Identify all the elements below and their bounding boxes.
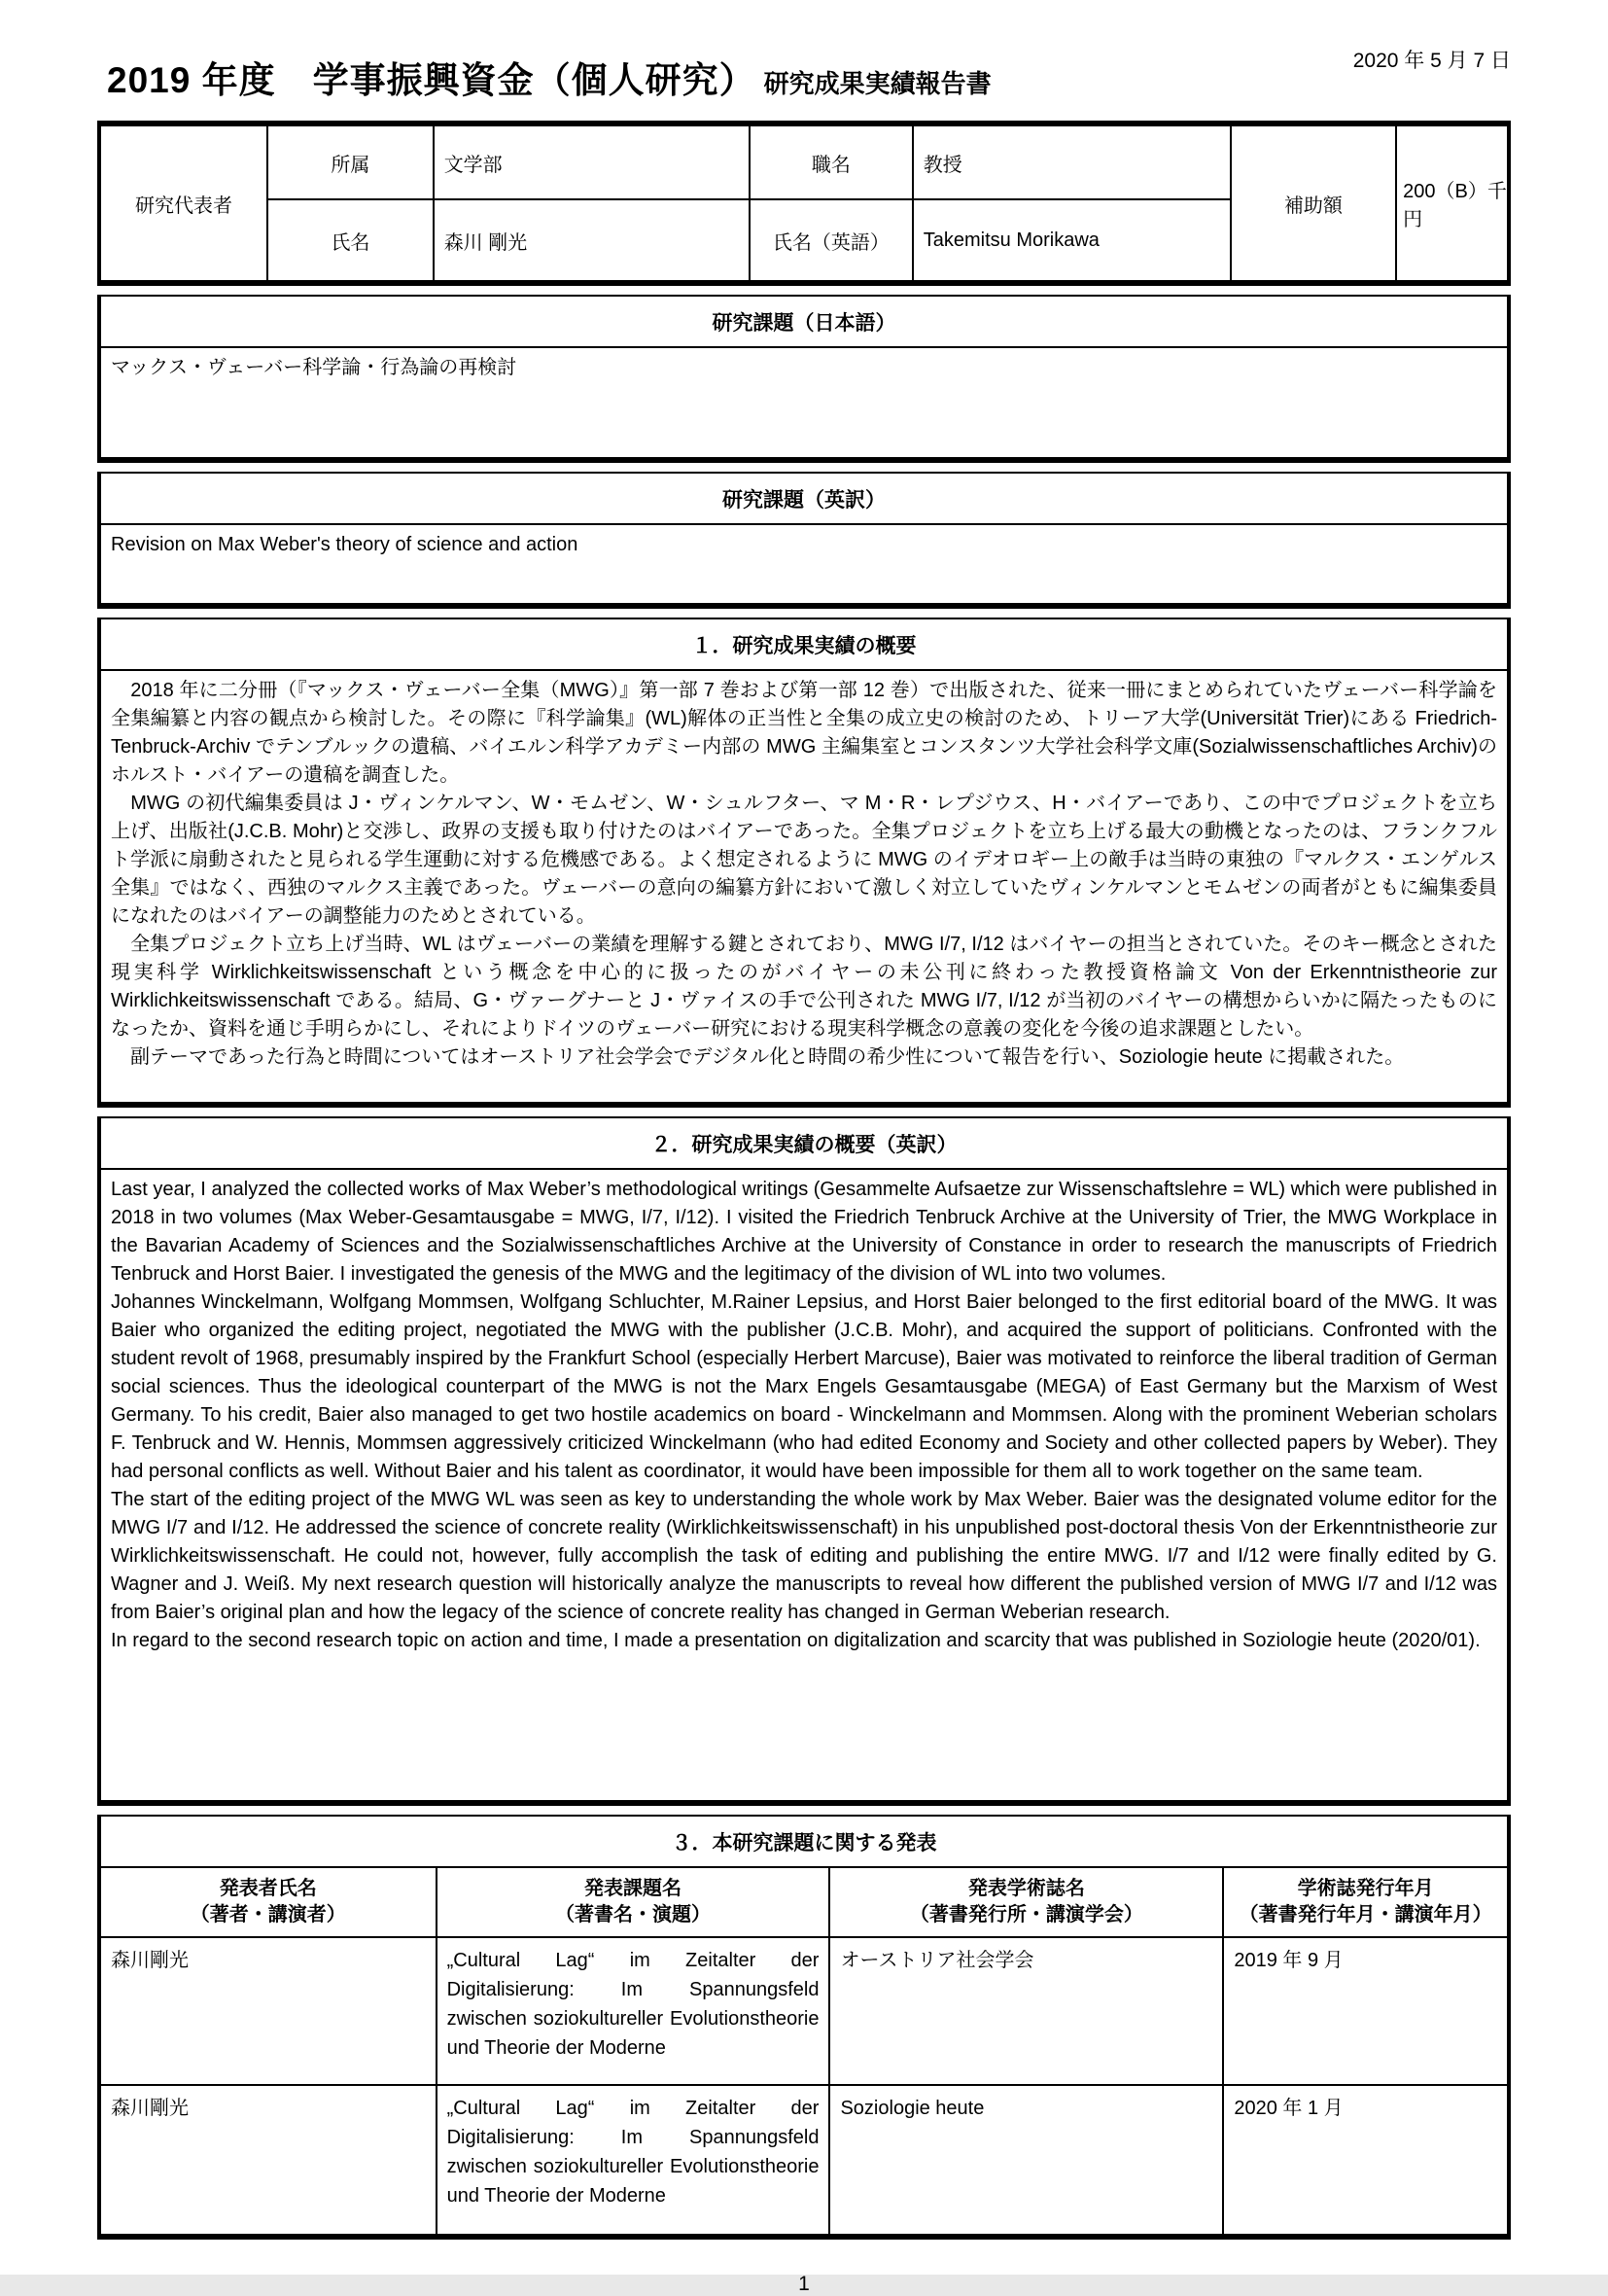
researcher-row-label: 研究代表者 (101, 126, 268, 280)
publications-header: ３．本研究課題に関する発表 (101, 1817, 1507, 1868)
summary-en-paragraph: Johannes Winckelmann, Wolfgang Mommsen, Wolfgang Schluchter, M.Rainer Lepsius, and Horst Baier belonged to the first editorial board of the MWG. It was Baier who organized the editing project, negotiated the MWG with the publisher (J.C.B. Mohr), and acquired the support of politicians. Confronted with the student revolt of 1968, presumably inspired by the Frankfurt School (especially Herbert Marcuse), Baier was motivated to reinforce the liberal tradition of German social sciences. Thus the ideological counterpart of the MWG is not the Marx Engels Gesamtausgabe (MEGA) of East Germany but the Marxism of West Germany. To his credit, Baier also managed to get two hostile academics on board - Winckelmann and Mommsen. Along with the prominent Weberian scholars F. Tenbruck and W. Hennis, Mommsen aggressively criticized Winckelmann (who had edited Economy and Society and other collected papers by Weber). They had personal conflicts as well. Without Baier and his talent as coordinator, it would have been impossible for them all to work together on the same team. (111, 1291, 1497, 1482)
pub-row-author: 森川剛光 (101, 1938, 437, 2086)
col-header-title-sub: （著書名・演題） (555, 1904, 712, 1925)
name-en-value: Takemitsu Morikawa (914, 200, 1232, 280)
research-title-en-block (97, 472, 1511, 609)
position-value: 教授 (914, 126, 1232, 200)
researcher-table (97, 121, 1511, 286)
pub-row-venue: Soziologie heute (830, 2086, 1224, 2234)
summary-en-paragraph: In regard to the second research topic on action and time, I made a presentation on digitalization and scarcity that was published in Soziologie heute (2020/01). (111, 1630, 1481, 1651)
col-header-author-sub: （著者・講演者） (190, 1904, 346, 1925)
document-header (97, 45, 1511, 121)
col-header-title-main: 発表課題名 (584, 1878, 682, 1899)
research-title-jp-value: マックス・ヴェーバー科学論・行為論の再検討 (111, 357, 517, 378)
title-sub: 研究成果実績報告書 (763, 69, 992, 98)
name-en-label: 氏名（英語） (751, 200, 914, 280)
summary-en-paragraph: The start of the editing project of the MWG WL was seen as key to understanding the whole work by Max Weber. Baier was the designated volume editor for the MWG I/7 and I/12. He addressed the science of concrete reality (Wirklichkeitswissenschaft) in his unpublished post-doctoral thesis Von der Erkenntnistheorie zur Wirklichkeitswissenschaft. He could not, however, fully accomplish the task of editing and publishing the entire MWG. I/7 and I/12 were finally edited by G. Wagner and J. Weiß. My next research question will historically analyze the manuscripts to reveal how different the published version of MWG I/7 and I/12 was from Baier’s original plan and how the legacy of the science of concrete reality has changed in German Weberian research. (111, 1489, 1497, 1623)
summary-jp-paragraph: 全集プロジェクト立ち上げ当時、WL はヴェーバーの業績を理解する鍵とされており、MWG I/7, I/12 はバイヤーの担当とされていた。そのキー概念とされた現実科学 Wirklichkeitswissenschaft という概念を中心的に扱ったのがバイヤーの未公刊に終わった教授資格論文 Von der Erkenntnistheorie zur Wirklichkeitswissenschaft である。結局、G・ヴァーグナーと J・ヴァイスの手で公刊された MWG I/7, I/12 が当初のバイヤーの構想からいかに隔たったものになったか、資料を通じ手明らかにし、それによりドイツのヴェーバー研究における現実科学概念の意義の変化を今後の追求課題としたい。 (111, 934, 1497, 1040)
col-header-author (101, 1868, 437, 1938)
pub-row-title: „Cultural Lag“ im Zeitalter der Digitalisierung: Im Spannungsfeld zwischen soziokultureller Evolutionstheorie und Theorie der Moderne (437, 2086, 831, 2234)
col-header-date-sub: （著書発行年月・講演年月） (1239, 1904, 1492, 1925)
page-number: 1 (798, 2273, 810, 2295)
subsidy-label: 補助額 (1232, 126, 1398, 280)
pub-row-date: 2019 年 9 月 (1224, 1938, 1507, 2086)
pub-row-author: 森川剛光 (101, 2086, 437, 2234)
summary-en-block (97, 1116, 1511, 1806)
summary-jp-block (97, 618, 1511, 1108)
pub-row-venue: オーストリア社会学会 (830, 1938, 1224, 2086)
summary-en-header: ２．研究成果実績の概要（英訳） (101, 1118, 1507, 1170)
publications-table (101, 1868, 1507, 2234)
col-header-date (1224, 1868, 1507, 1938)
col-header-title (437, 1868, 831, 1938)
name-label: 氏名 (268, 200, 435, 280)
col-header-author-main: 発表者氏名 (219, 1878, 317, 1899)
col-header-venue-main: 発表学術誌名 (967, 1878, 1085, 1899)
affiliation-value: 文学部 (435, 126, 751, 200)
publications-block (97, 1815, 1511, 2240)
document-title (107, 51, 992, 103)
name-value: 森川 剛光 (435, 200, 751, 280)
col-header-date-main: 学術誌発行年月 (1297, 1878, 1434, 1899)
document-date: 2020 年 5 月 7 日 (1352, 50, 1511, 72)
col-header-venue-sub: （著書発行所・講演学会） (909, 1904, 1143, 1925)
affiliation-label: 所属 (268, 126, 435, 200)
summary-jp-paragraph: MWG の初代編集委員は J・ヴィンケルマン、W・モムゼン、W・シュルフター、マ M・R・レプジウス、H・バイアーであり、この中でプロジェクトを立ち上げ、出版社(J.C.B. Mohr)と交渉し、政界の支援も取り付けたのはバイアーであった。全集プロジェクトを立ち上げる最大の動機となったのは、フランクフルト学派に扇動されたと見られる学生運動に対する危機感である。よく想定されるように MWG のイデオロギー上の敵手は当時の東独の『マルクス・エンゲルス全集』ではなく、西独のマルクス主義であった。ヴェーバーの意向の編纂方針において激しく対立していたヴィンケルマンとモムゼンの両者がともに編集委員になれたのはバイアーの調整能力のためとされている。 (111, 793, 1497, 927)
research-title-en-header: 研究課題（英訳） (101, 474, 1507, 525)
summary-jp-paragraph: 副テーマであった行為と時間についてはオーストリア社会学会でデジタル化と時間の希少性について報告を行い、Soziologie heute に掲載された。 (111, 1046, 1405, 1068)
summary-jp-header: １．研究成果実績の概要 (101, 619, 1507, 671)
subsidy-value: 200（B）千円 (1403, 181, 1507, 230)
summary-en-paragraph: Last year, I analyzed the collected works of Max Weber’s methodological writings (Gesammelte Aufsaetze zur Wissenschaftslehre = WL) which were published in 2018 in two volumes (Max Weber-Gesamtausgabe = MWG, I/7, I/12). I visited the Friedrich Tenbruck Archive at the University of Trier, the MWG Workplace in the Bavarian Academy of Sciences and the Sozialwissenschaftliches Archive at the University of Constance in order to research the manuscripts of Friedrich Tenbruck and Horst Baier. I investigated the genesis of the MWG and the legitimacy of the division of WL into two volumes. (111, 1179, 1497, 1285)
research-title-jp-header: 研究課題（日本語） (101, 297, 1507, 348)
position-label: 職名 (751, 126, 914, 200)
pub-row-date: 2020 年 1 月 (1234, 2098, 1344, 2119)
summary-jp-body (101, 671, 1507, 1102)
research-title-en-value: Revision on Max Weber's theory of science and action (111, 534, 578, 555)
summary-en-body (101, 1170, 1507, 1800)
research-title-jp-block (97, 295, 1511, 463)
col-header-venue (830, 1868, 1224, 1938)
summary-jp-paragraph: 2018 年に二分冊（『マックス・ヴェーバー全集（MWG）』第一部 7 巻および第一部 12 巻）で出版された、従来一冊にまとめられていたヴェーバー科学論を全集編纂と内容の観点から検討した。その際に『科学論集』(WL)解体の正当性と全集の成立史の検討のため、トリーア大学(Universität Trier)にある Friedrich-Tenbruck-Archiv でテンブルックの遺稿、バイエルン科学アカデミー内部の MWG 主編集室とコンスタンツ大学社会科学文庫(Sozialwissenschaftliches Archiv)のホルスト・バイアーの遺稿を調査した。 (111, 680, 1497, 786)
pub-row-title: „Cultural Lag“ im Zeitalter der Digitalisierung: Im Spannungsfeld zwischen soziokultureller Evolutionstheorie und Theorie der Moderne (437, 1938, 831, 2086)
title-main: 2019 年度 学事振興資金（個人研究） (107, 60, 756, 100)
